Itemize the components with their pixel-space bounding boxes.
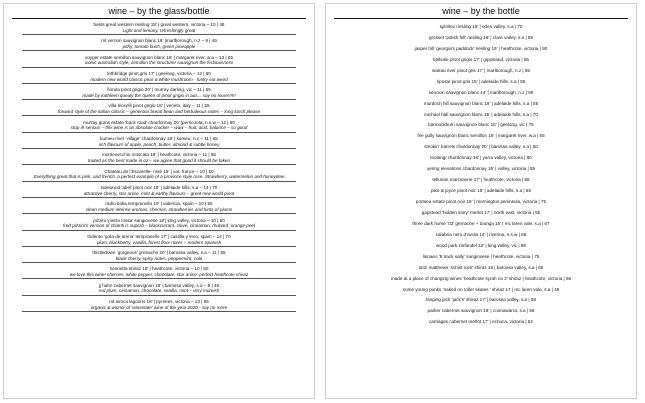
- wine-name-line: kumeu river ‘village’ chardonnay 18’ | kumeu, n.z – 11 | 55: [100, 136, 218, 142]
- wine-entry: bellvale pinot grigio 17’ | gippsland, victoria | 65: [433, 56, 529, 62]
- wine-entry: parker cabernet sauvignon 18’ | coonawarra, s.a | 56: [427, 308, 535, 314]
- entry-divider: [22, 50, 296, 51]
- menu-page-by-the-glass: [3, 3, 315, 399]
- wine-entry: [4, 250, 314, 263]
- wine-entry: grosset ‘polish hill’ riesling 18’ | clare valley, s.a | 85: [428, 34, 534, 40]
- wine-name-line: fiorula pinot grigio 20’ | murray darling, vic – 11 | 55: [107, 87, 211, 93]
- wine-name-line: Chateau de l’Escarelle- rosé 18’ | var, france – 10 | 50: [104, 168, 214, 174]
- wine-entry: [4, 201, 314, 214]
- entry-divider: [22, 115, 296, 116]
- wine-entry: riposte pinot gris 15’ | adelaide hills, s.a | 55: [436, 78, 526, 84]
- entry-divider: [22, 67, 296, 68]
- wine-entry: [4, 299, 314, 312]
- wine-tasting-note: forward style of the italian classic – generous bread bean and herbaleous notes – long lunch please: [57, 109, 261, 115]
- wine-entry: toolangi chardonnay 16’ | yarra valley, victoria | 80: [430, 155, 532, 161]
- entry-divider: [22, 213, 296, 214]
- entry-divider: [22, 83, 296, 84]
- wine-entry: [4, 283, 314, 296]
- wine-tasting-note: clean medium intense aromas, cherries, strawberries and hints of plums: [85, 206, 233, 212]
- wine-entry: sencion sauvignon blanc 14’ | marlborough, n.z | 50: [428, 89, 534, 95]
- wine-tasting-note: black cherry, spicy notes, peppermint, cola: [115, 255, 203, 261]
- entry-divider: [22, 99, 296, 100]
- wine-name-line: voyger estate semillon sauvignon blanc 18’ | margaret river, w.a – 13 | 65: [84, 54, 234, 60]
- wine-name-line: sidewood ‘abel’ pinot noir 18’ | adelaide hills, s.a – 14 | 70: [100, 184, 218, 190]
- entry-divider: [22, 311, 296, 312]
- wine-entry: [4, 169, 314, 182]
- entry-divider: [22, 34, 296, 35]
- wine-entry: [4, 218, 314, 231]
- wine-tasting-note: modern new world classic pear & white mushroom - funky not weird: [90, 76, 228, 82]
- wine-name-line: lethbridge pinot gris 17’ | geelong, victoria – 12 | 60: [107, 70, 211, 76]
- wine-entry: tellurian marcsanne 17’ | heathcote, victoria | 55: [432, 177, 530, 183]
- wine-tasting-note: iconic australian style, semillon the structure/ sauvignon the ferbiousness: [84, 60, 234, 66]
- wine-tasting-note: we love this wine! cherries, white pepper, chocolate, star anise. perfect heathcote shiraz: [69, 272, 249, 278]
- wine-list-by-glass: [4, 22, 314, 312]
- wine-entry: [4, 266, 314, 279]
- page-title: wine – by the glass/bottle: [108, 6, 210, 16]
- entry-divider: [22, 148, 296, 149]
- wine-tasting-note: stop it! serious – this wine is an absolute cracker – wow – fruit, acid, balance – so good: [70, 125, 248, 131]
- wine-entry: [4, 185, 314, 198]
- wine-entry: bannockburn sauvignon blanc 16’ | geelong, vic | 75: [428, 122, 534, 128]
- wine-name-line: bests great western riesling 18’ | great western, victoria – 10 | 48: [93, 22, 225, 27]
- entry-divider: [22, 181, 296, 182]
- entry-divider: [22, 230, 296, 231]
- wine-entry: [4, 55, 314, 68]
- wine-name-line: montevecchio moscato 18’ | heathcote, victoria – 11 | 55: [102, 152, 216, 158]
- wine-name-line: mt vernon sauvignon blanc 18’ |marlborough, n.z – 9 | 49: [101, 38, 217, 44]
- wine-entry: linnaeo ‘8 track sally’ sangiovese | heathcote, victoria | 75: [422, 253, 540, 259]
- title-divider: [12, 18, 306, 19]
- wine-name-line: tridente ‘gota de arena’ tempranello 17’ | castilla y leon, spain – 14 | 70: [87, 233, 231, 239]
- wine-entry: [4, 22, 314, 35]
- wine-name-line: radio boka tempranello 19’ | valencia, spain – 10 | 55: [105, 201, 213, 207]
- wine-entry: michael hall sauvignon blanc 15’ | adelaide hills, s.a | 70: [424, 111, 538, 117]
- wine-entry: [4, 103, 314, 116]
- wine-name-line: thistledown ‘gorgeous’ grenache 20’ | barossa valley, s.a – 11 | 55: [92, 250, 226, 256]
- wine-tasting-note: touted as the best made in oz – we agree that good it should be taken: [88, 158, 230, 164]
- wine-entry: wairau river pinot gris 17’ | marlborough, n.z | 55: [432, 67, 530, 73]
- page-title: wine – by the bottle: [442, 6, 520, 16]
- wine-entry: yering elevations chardonnay 16’ | valley, victoria | 55: [426, 166, 536, 172]
- wine-name-line: pizzini ‘pietra rossa’ sangiovese 18’| king valley, victoria – 10 | 50: [93, 217, 225, 223]
- wine-entry: [4, 87, 314, 100]
- wine-tasting-note: organic & winner of ‘winestate’ wine of the year 2020 - say no more: [90, 304, 228, 310]
- wine-name-line: mt avoca lagoons 18’ | pyrnees, victoria – 13 | 65: [109, 299, 209, 305]
- entry-divider: [22, 278, 296, 279]
- wine-entry: [4, 136, 314, 149]
- wine-tasting-note: plum, blackberry, vanilla, forest floor notes – modern Spanish: [96, 239, 222, 245]
- menu-page-by-the-bottle: [325, 3, 637, 399]
- wine-entry: pike & joyce pinot noir 19’ | adelaide hills, s.a | 65: [430, 188, 532, 194]
- wine-entry: murdoch hill sauvignon blanc 19’ | adelaide hills, s.a | 55: [423, 100, 539, 106]
- wine-name-line: henrietta shiraz 18’ | heathcote, victoria – 10 | 50: [109, 266, 209, 272]
- wine-name-line: jj hahn cabernet sauvignon 18’ | barossa valley, s.a – 9 | 45: [98, 282, 220, 288]
- wine-tasting-note: red plum, cinnamon, chocolate, vanilla, mint – very moreish: [98, 288, 220, 294]
- wine-entry: calabria nero d’avola 14’ | riverina, n.s.w | 58: [435, 231, 527, 237]
- wine-entry: made at a place of changing wines ‘heathcote syrah no 2’ shiraz | heathcote, victoria | 68: [390, 275, 572, 281]
- wine-entry: [4, 71, 314, 84]
- wine-entry: jasper hill ‘georgia’s paddock’ riesling 19’ | heathcote, victoria | 90: [414, 45, 548, 51]
- entry-divider: [22, 246, 296, 247]
- wine-entry: fire gully sauvignon blanc semillon 18’ | margaret river, w.a | 55: [417, 133, 545, 139]
- wine-entry: portsea estate pinot noir 18’ | mornington peninsula, victoria | 75: [415, 199, 547, 204]
- wine-entry: [4, 38, 314, 51]
- title-divider: [334, 18, 628, 19]
- entry-divider: [22, 295, 296, 296]
- wine-entry: [4, 120, 314, 133]
- wine-entry: gapstead ‘hidden story’ merlot 17’ | north east, victoria | 55: [421, 209, 541, 215]
- wine-name-line: villa leocelli pinot grigio 18’ | veneto, italy – 11 | 55: [108, 103, 210, 109]
- entry-divider: [22, 164, 296, 165]
- wine-tasting-note: Everything great that is pink, and french. a perfect example of a province style rose. Strawberry, watermelon and honeydew: [33, 174, 285, 180]
- wine-entry: wood park zinfandel 12’ | king valley, vic | 95: [436, 242, 526, 248]
- wine-entry: smokin’ barrels chardonnay 20’ | barossa valley, s.a | 50: [424, 144, 538, 150]
- wine-tasting-note: made by kathleen quealy the queen of pinot grigio in aus... say no more!!!!!!: [82, 92, 236, 98]
- wine-entry: torzi matthews ‘schist rock’ shiraz 15 | barossa valley, s.a | 65: [418, 264, 544, 270]
- wine-list-by-bottle: [326, 24, 636, 325]
- entry-divider: [22, 262, 296, 263]
- wine-tasting-note: fred pizzini’s version of chianti is superb – blackcurrant, clove, cinnamon, rhubard, orange peel: [63, 223, 255, 229]
- wine-tasting-note: rich flavours of apple, peach, butter, almond & subtle honey: [98, 141, 220, 147]
- wine-tasting-note: Light and lemony, refreshingly great: [122, 27, 196, 33]
- wine-name-line: murray gums estate ‘back road’ chardonnay 20’ |perricoota, n.s.w – 12 | 60: [83, 119, 235, 125]
- wine-entry: some young punks ‘naked on roller skates ’ shiraz 17 | mc laren vale, s.a | 48: [402, 286, 560, 292]
- entry-divider: [22, 197, 296, 198]
- wine-entry: three dark horse ‘03’ grenache + touriga 16’ | mc laren vale, s.a | 67: [412, 220, 550, 226]
- wine-tasting-note: pithy, tomato bush, green pineapple: [122, 44, 196, 49]
- wine-entry: spinifex riesling 16’ | eden valley, s.a | 70: [439, 24, 523, 29]
- entry-divider: [22, 132, 296, 133]
- wine-entry: langing jack ‘jack’s’ shiraz 17’ | barossa valley, s.a | 58: [426, 297, 536, 303]
- wine-entry: carriages cabernet merlot 17’ | echuca, victoria | 52: [429, 319, 533, 325]
- wine-entry: [4, 152, 314, 165]
- wine-entry: [4, 234, 314, 247]
- wine-tasting-note: attractive cherry, star anise, mint & earthy flavours – great new world pinot: [83, 190, 235, 196]
